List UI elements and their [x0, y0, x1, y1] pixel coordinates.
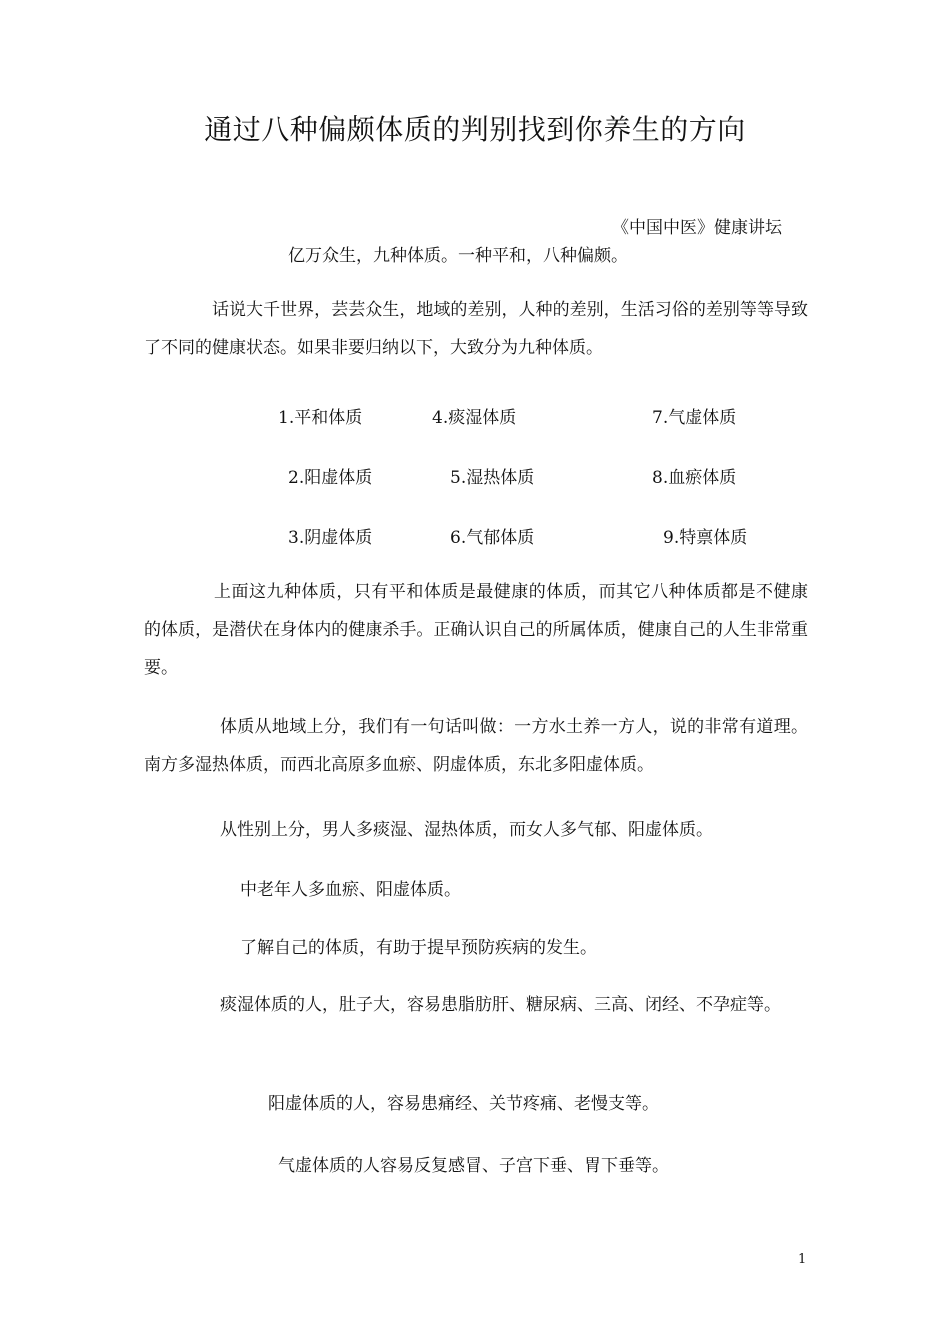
constitution-item: 9.特禀体质: [663, 528, 748, 548]
paragraph-health-risk: 上面这九种体质，只有平和体质是最健康的体质，而其它八种体质都是不健康的体质，是潜伏在身体内的健康杀手。正确认识自己的所属体质，健康自己的人生非常重要。: [144, 582, 808, 678]
constitution-item: 1.平和体质: [278, 408, 363, 428]
paragraph-age: 中老年人多血瘀、阳虚体质。: [240, 880, 461, 900]
paragraph-prevention: 了解自己的体质，有助于提早预防疾病的发生。: [240, 938, 597, 958]
source-attribution: 《中国中医》健康讲坛: [612, 218, 782, 238]
constitution-item: 2.阳虚体质: [288, 468, 373, 488]
paragraph-phlegm-damp: 痰湿体质的人，肚子大，容易患脂肪肝、糖尿病、三高、闭经、不孕症等。: [220, 995, 781, 1015]
paragraph-yang-deficiency: 阳虚体质的人，容易患痛经、关节疼痛、老慢支等。: [268, 1094, 659, 1114]
page-title: 通过八种偏颇体质的判别找到你养生的方向: [204, 113, 746, 146]
paragraph-gender: 从性别上分，男人多痰湿、湿热体质，而女人多气郁、阳虚体质。: [220, 820, 713, 840]
paragraph-region: 体质从地域上分，我们有一句话叫做：一方水土养一方人，说的非常有道理。南方多湿热体质，而西北高原多血瘀、阴虚体质，东北多阳虚体质。: [144, 717, 808, 775]
constitution-item: 3.阴虚体质: [288, 528, 373, 548]
page-number: 1: [798, 1252, 807, 1267]
paragraph-qi-deficiency: 气虚体质的人容易反复感冒、子宫下垂、胃下垂等。: [278, 1156, 669, 1176]
constitution-item: 8.血瘀体质: [652, 468, 737, 488]
constitution-item: 6.气郁体质: [450, 528, 535, 548]
constitution-item: 7.气虚体质: [652, 408, 737, 428]
constitution-item: 4.痰湿体质: [432, 408, 517, 428]
motto-line: 亿万众生，九种体质。一种平和，八种偏颇。: [288, 246, 628, 266]
intro-paragraph: 话说大千世界，芸芸众生，地域的差别，人种的差别，生活习俗的差别等等导致了不同的健康状态。如果非要归纳以下，大致分为九种体质。: [144, 300, 808, 358]
constitution-item: 5.湿热体质: [450, 468, 535, 488]
